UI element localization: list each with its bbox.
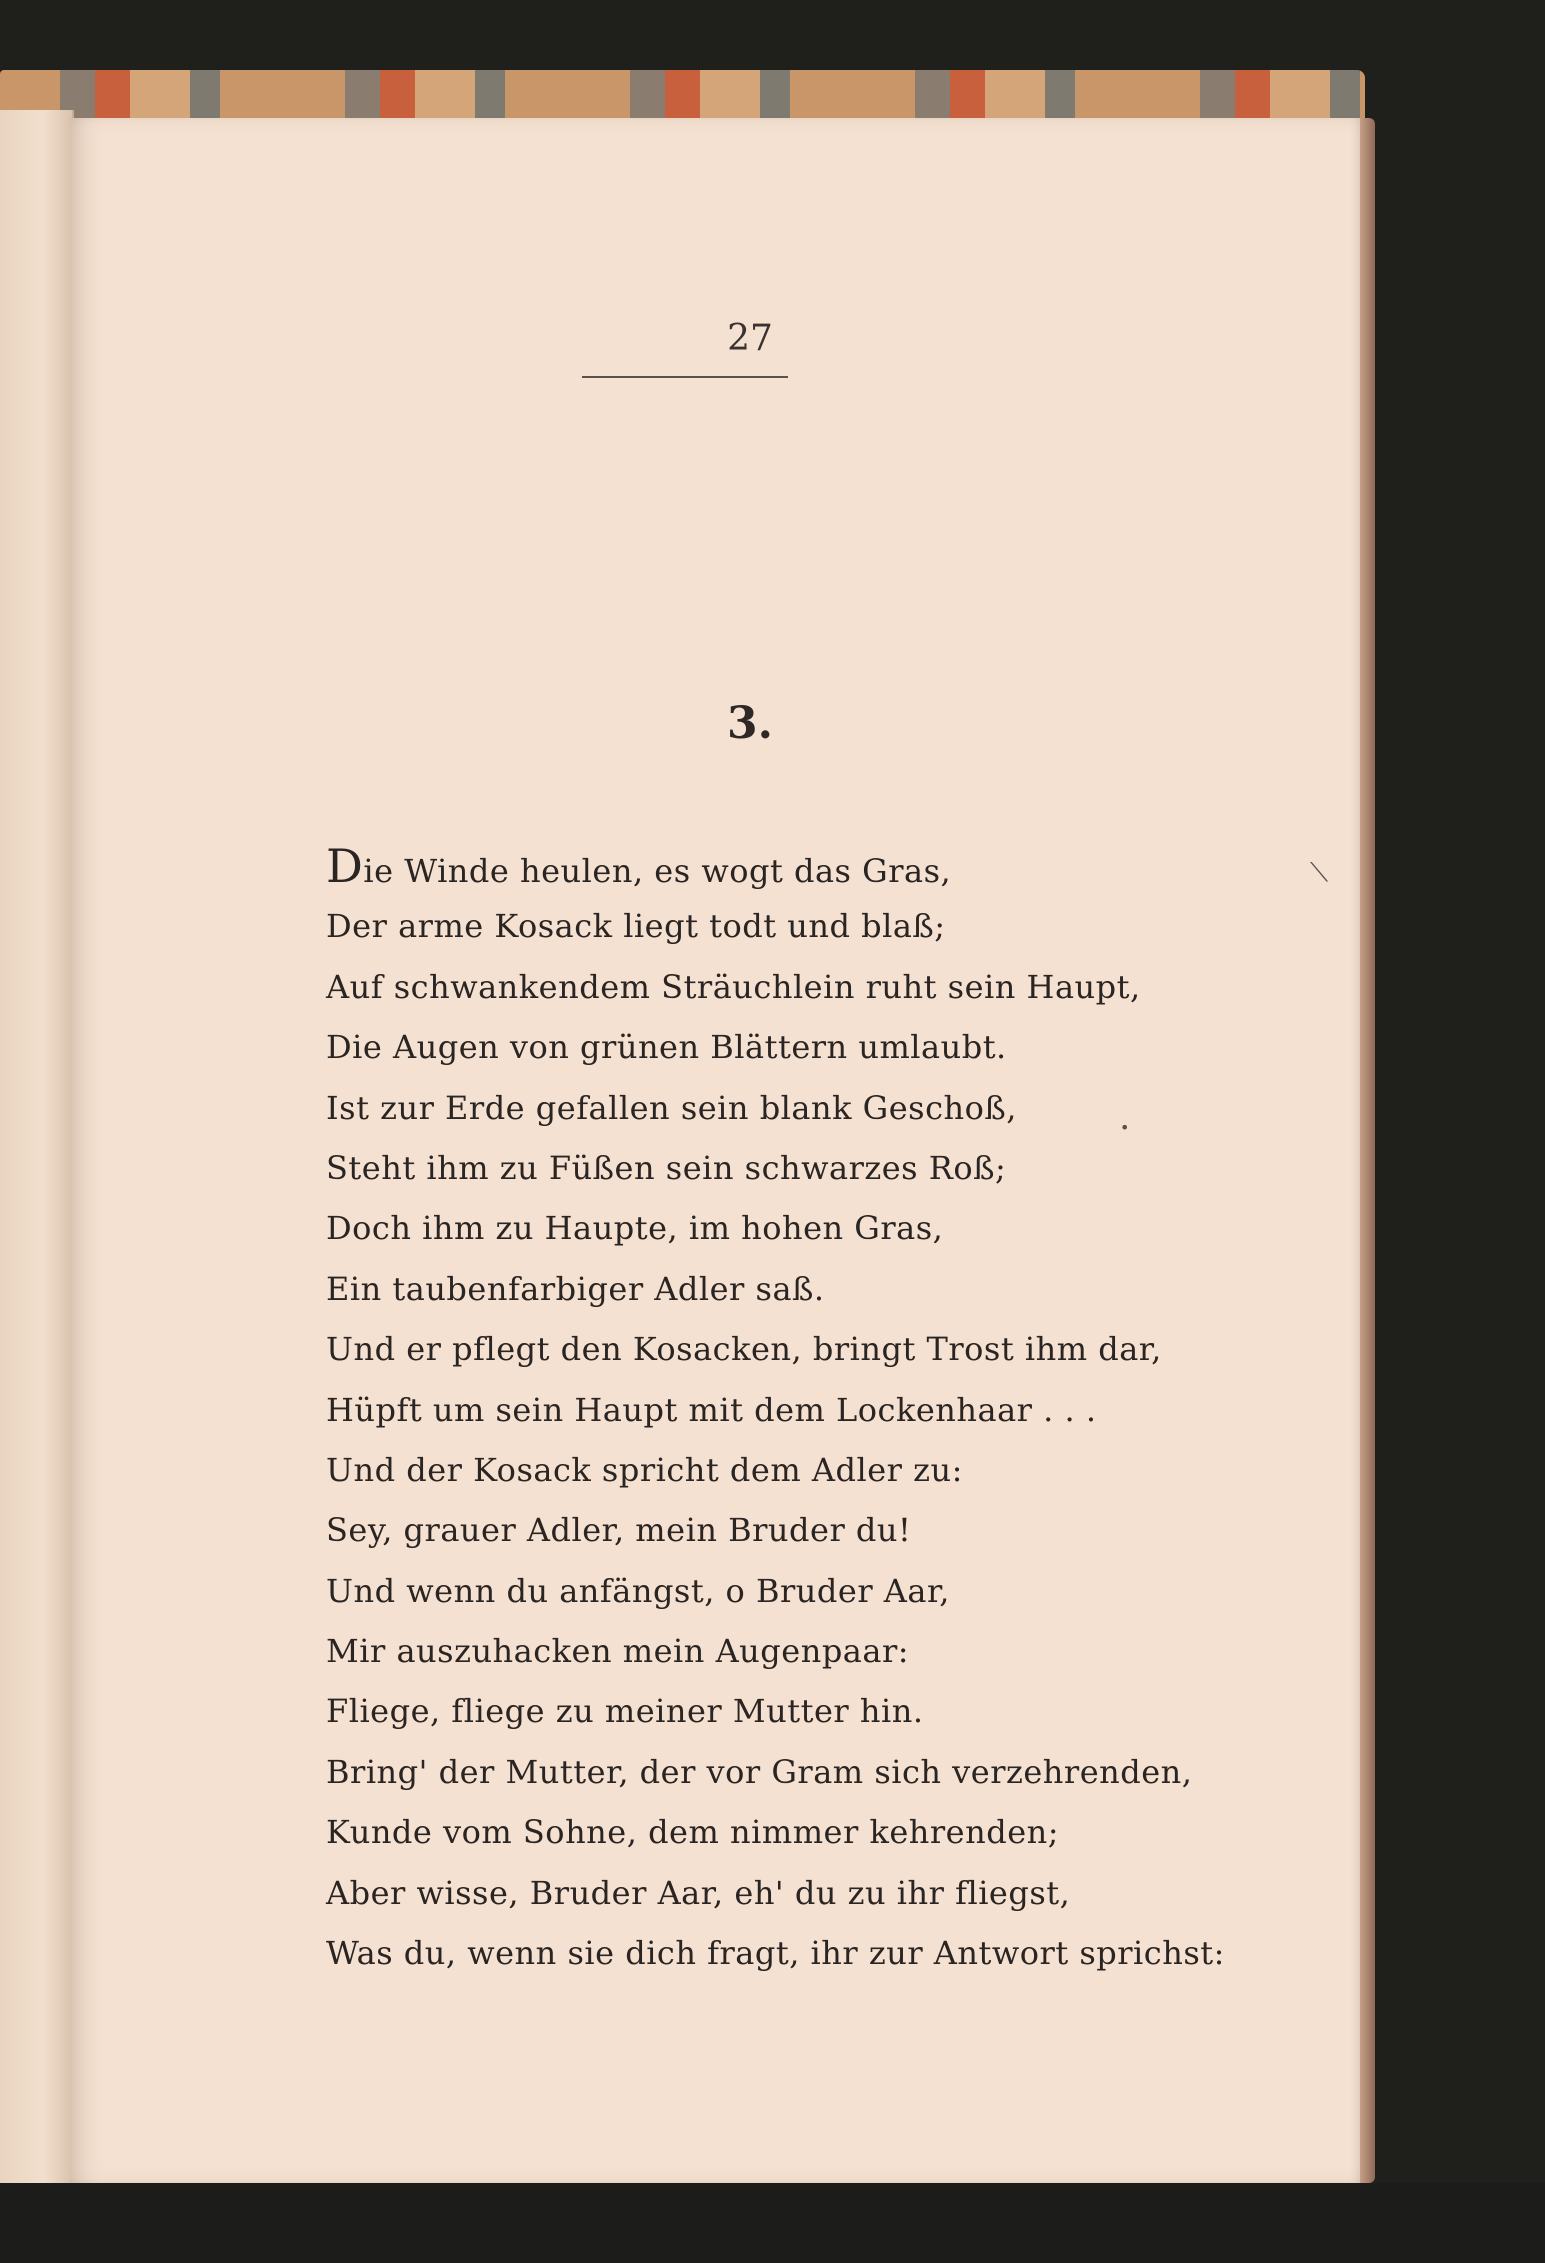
poem-line: Und er pflegt den Kosacken, bringt Trost ihm dar, — [326, 1330, 1162, 1369]
paper-speck: • — [1120, 1118, 1130, 1137]
poem-line: Bring' der Mutter, der vor Gram sich verzehrenden, — [326, 1752, 1193, 1791]
poem-line: Und der Kosack spricht dem Adler zu: — [326, 1450, 963, 1489]
page-number: 27 — [727, 318, 773, 359]
poem-text — [326, 836, 1346, 1983]
poem-line: Steht ihm zu Füßen sein schwarzes Roß; — [326, 1148, 1007, 1187]
poem-line: Ist zur Erde gefallen sein blank Geschoß, — [326, 1088, 1017, 1127]
poem-line: Der arme Kosack liegt todt und blaß; — [326, 907, 946, 946]
poem-line: Fliege, fliege zu meiner Mutter hin. — [326, 1692, 924, 1731]
poem-line: Kunde vom Sohne, dem nimmer kehrenden; — [326, 1813, 1060, 1852]
book-page — [70, 118, 1360, 2183]
poem-line: Hüpft um sein Haupt mit dem Lockenhaar . . . — [326, 1390, 1097, 1429]
left-page-edge — [0, 110, 74, 2185]
poem-line: Doch ihm zu Haupte, im hohen Gras, — [326, 1209, 944, 1248]
poem-line: Was du, wenn sie dich fragt, ihr zur Antwort sprichst: — [326, 1934, 1225, 1973]
poem-line: Mir auszuhacken mein Augenpaar: — [326, 1632, 910, 1671]
section-number: 3. — [727, 698, 773, 749]
poem-line: Die Augen von grünen Blättern umlaubt. — [326, 1028, 1007, 1067]
poem-line: Und wenn du anfängst, o Bruder Aar, — [326, 1571, 950, 1610]
poem-line: Ein taubenfarbiger Adler saß. — [326, 1269, 825, 1308]
header-rule — [582, 376, 788, 378]
margin-mark: ⟍ — [1310, 858, 1329, 888]
poem-line: Aber wisse, Bruder Aar, eh' du zu ihr fliegst, — [326, 1873, 1071, 1912]
scan-background — [0, 2183, 1545, 2263]
poem-line: Die Winde heulen, es wogt das Gras, — [326, 839, 952, 893]
poem-line: Auf schwankendem Sträuchlein ruht sein Haupt, — [326, 967, 1141, 1006]
poem-line: Sey, grauer Adler, mein Bruder du! — [326, 1511, 912, 1550]
